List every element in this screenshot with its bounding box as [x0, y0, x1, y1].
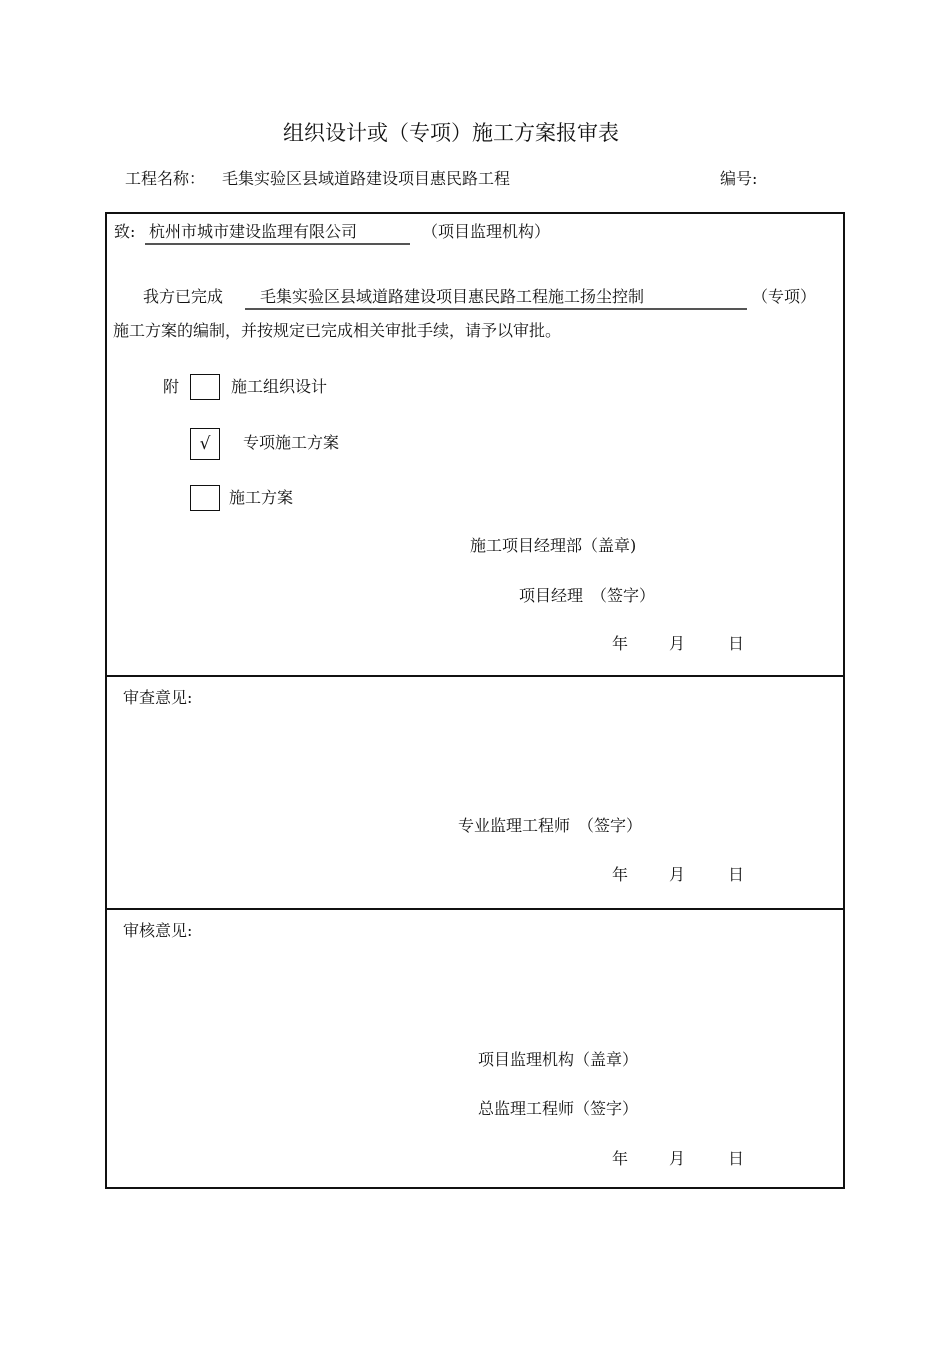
review-opinion-label: 审查意见:	[123, 688, 193, 707]
project-name-value: 毛集实验区县域道路建设项目惠民路工程	[222, 169, 511, 188]
dept-seal-label: 施工项目经理部（盖章)	[470, 536, 637, 555]
project-name-label: 工程名称：	[125, 169, 206, 188]
option-special-construction-scheme: 专项施工方案	[243, 433, 340, 452]
to-label: 致:	[114, 222, 136, 241]
completed-prefix: 我方已完成	[143, 287, 224, 306]
section-divider-1	[105, 675, 845, 677]
option-construction-organization-design: 施工组织设计	[231, 377, 328, 396]
scheme-underline	[245, 308, 747, 310]
date-day: 日	[728, 1149, 745, 1168]
manager-sign-label: 项目经理 （签字）	[519, 586, 656, 605]
section-divider-2	[105, 908, 845, 910]
recipient-underline	[145, 243, 410, 245]
checkbox-construction-scheme[interactable]	[190, 485, 220, 511]
date-year: 年	[612, 634, 629, 653]
submission-statement: 施工方案的编制，并按规定已完成相关审批手续，请予以审批。	[113, 321, 562, 340]
recipient-suffix: （项目监理机构）	[422, 222, 551, 241]
checkbox-special-construction-scheme[interactable]: √	[190, 428, 220, 460]
audit-opinion-label: 审核意见:	[123, 921, 193, 940]
engineer-sign-label: 专业监理工程师 （签字）	[458, 816, 643, 835]
checkbox-construction-organization-design[interactable]	[190, 374, 220, 400]
page-title: 组织设计或（专项）施工方案报审表	[283, 121, 619, 145]
number-label: 编号:	[720, 169, 758, 188]
date-month: 月	[669, 865, 686, 884]
recipient-name: 杭州市城市建设监理有限公司	[149, 222, 358, 241]
form-table	[105, 212, 845, 1189]
scheme-name: 毛集实验区县域道路建设项目惠民路工程施工扬尘控制	[260, 287, 645, 306]
date-day: 日	[728, 634, 745, 653]
attach-label: 附	[163, 377, 180, 396]
date-month: 月	[669, 1149, 686, 1168]
date-year: 年	[612, 865, 629, 884]
date-day: 日	[728, 865, 745, 884]
option-construction-scheme: 施工方案	[229, 488, 294, 507]
date-month: 月	[669, 634, 686, 653]
scheme-suffix: （专项）	[752, 287, 817, 306]
chief-sign-label: 总监理工程师（签字）	[478, 1099, 639, 1118]
date-year: 年	[612, 1149, 629, 1168]
org-seal-label: 项目监理机构（盖章）	[478, 1050, 639, 1069]
